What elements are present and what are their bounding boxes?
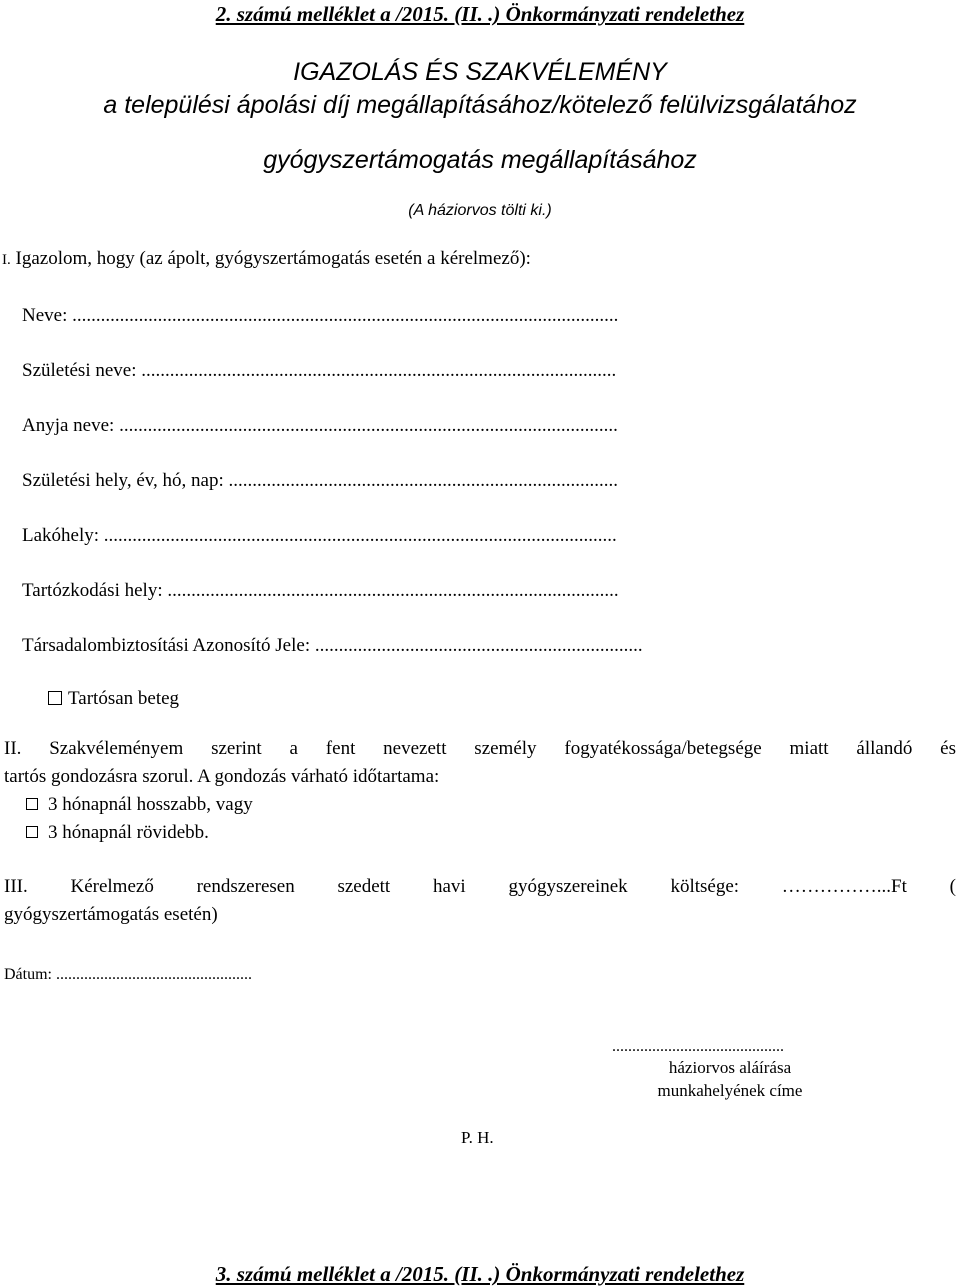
- field-birth-name[interactable]: Születési neve: ....................................................................................................: [22, 360, 617, 381]
- checkbox-icon[interactable]: [48, 691, 62, 705]
- option-longer-than-3-months[interactable]: [26, 794, 253, 816]
- checkbox-chronically-ill[interactable]: [48, 688, 179, 710]
- document-subtitle-2: gyógyszertámogatás megállapításához: [263, 146, 697, 174]
- section-3-line-1: III. Kérelmező rendszeresen szedett havi gyógyszereinek költsége: ……………...Ft (: [4, 876, 956, 897]
- field-social-security-id[interactable]: Társadalombiztosítási Azonosító Jele: .....................................................................: [22, 635, 643, 656]
- field-mother-name[interactable]: Anyja neve: .........................................................................................................: [22, 415, 618, 436]
- fill-in-note: (A háziorvos tölti ki.): [408, 202, 552, 219]
- annex-header: 2. számú melléklet a /2015. (II. .) Önkormányzati rendelethez: [215, 2, 745, 26]
- date-field[interactable]: Dátum: .................................................: [4, 966, 252, 983]
- option-shorter-than-3-months[interactable]: [26, 822, 209, 844]
- document-subtitle: a települési ápolási díj megállapításához/kötelező felülvizsgálatához: [103, 91, 857, 119]
- signature-line: ...........................................: [612, 1038, 784, 1055]
- field-residence[interactable]: Lakóhely: ............................................................................................................: [22, 525, 617, 546]
- checkbox-icon[interactable]: [26, 826, 38, 838]
- field-name[interactable]: Neve: ...................................................................................................................: [22, 305, 619, 326]
- option-label: 3 hónapnál hosszabb, vagy: [48, 794, 253, 815]
- signature-label: háziorvos aláírása: [668, 1058, 792, 1077]
- section-1-text: Igazolom, hogy (az ápolt, gyógyszertámogatás esetén a kérelmező):: [15, 248, 531, 269]
- document-title: IGAZOLÁS ÉS SZAKVÉLEMÉNY: [293, 58, 667, 86]
- checkbox-icon[interactable]: [26, 798, 38, 810]
- section-1-number: I.: [2, 252, 11, 268]
- section-2-line-1: II. Szakvéleményem szerint a fent nevezett személy fogyatékossága/betegsége miatt állandó és: [4, 738, 956, 759]
- stamp-placeholder: P. H.: [461, 1128, 494, 1147]
- section-2-line-2: tartós gondozásra szorul. A gondozás várható időtartama:: [4, 766, 440, 787]
- checkbox-label: Tartósan beteg: [68, 688, 180, 709]
- option-label: 3 hónapnál rövidebb.: [48, 822, 209, 843]
- section-3-line-2: gyógyszertámogatás esetén): [4, 904, 218, 925]
- annex-footer: 3. számú melléklet a /2015. (II. .) Önkormányzati rendelethez: [215, 1262, 745, 1286]
- section-1-intro: [2, 248, 531, 270]
- field-stay-address[interactable]: Tartózkodási hely: ...............................................................................................: [22, 580, 619, 601]
- field-birth-place-date[interactable]: Születési hely, év, hó, nap: ..................................................................................: [22, 470, 618, 491]
- workplace-address-label: munkahelyének címe: [657, 1081, 803, 1100]
